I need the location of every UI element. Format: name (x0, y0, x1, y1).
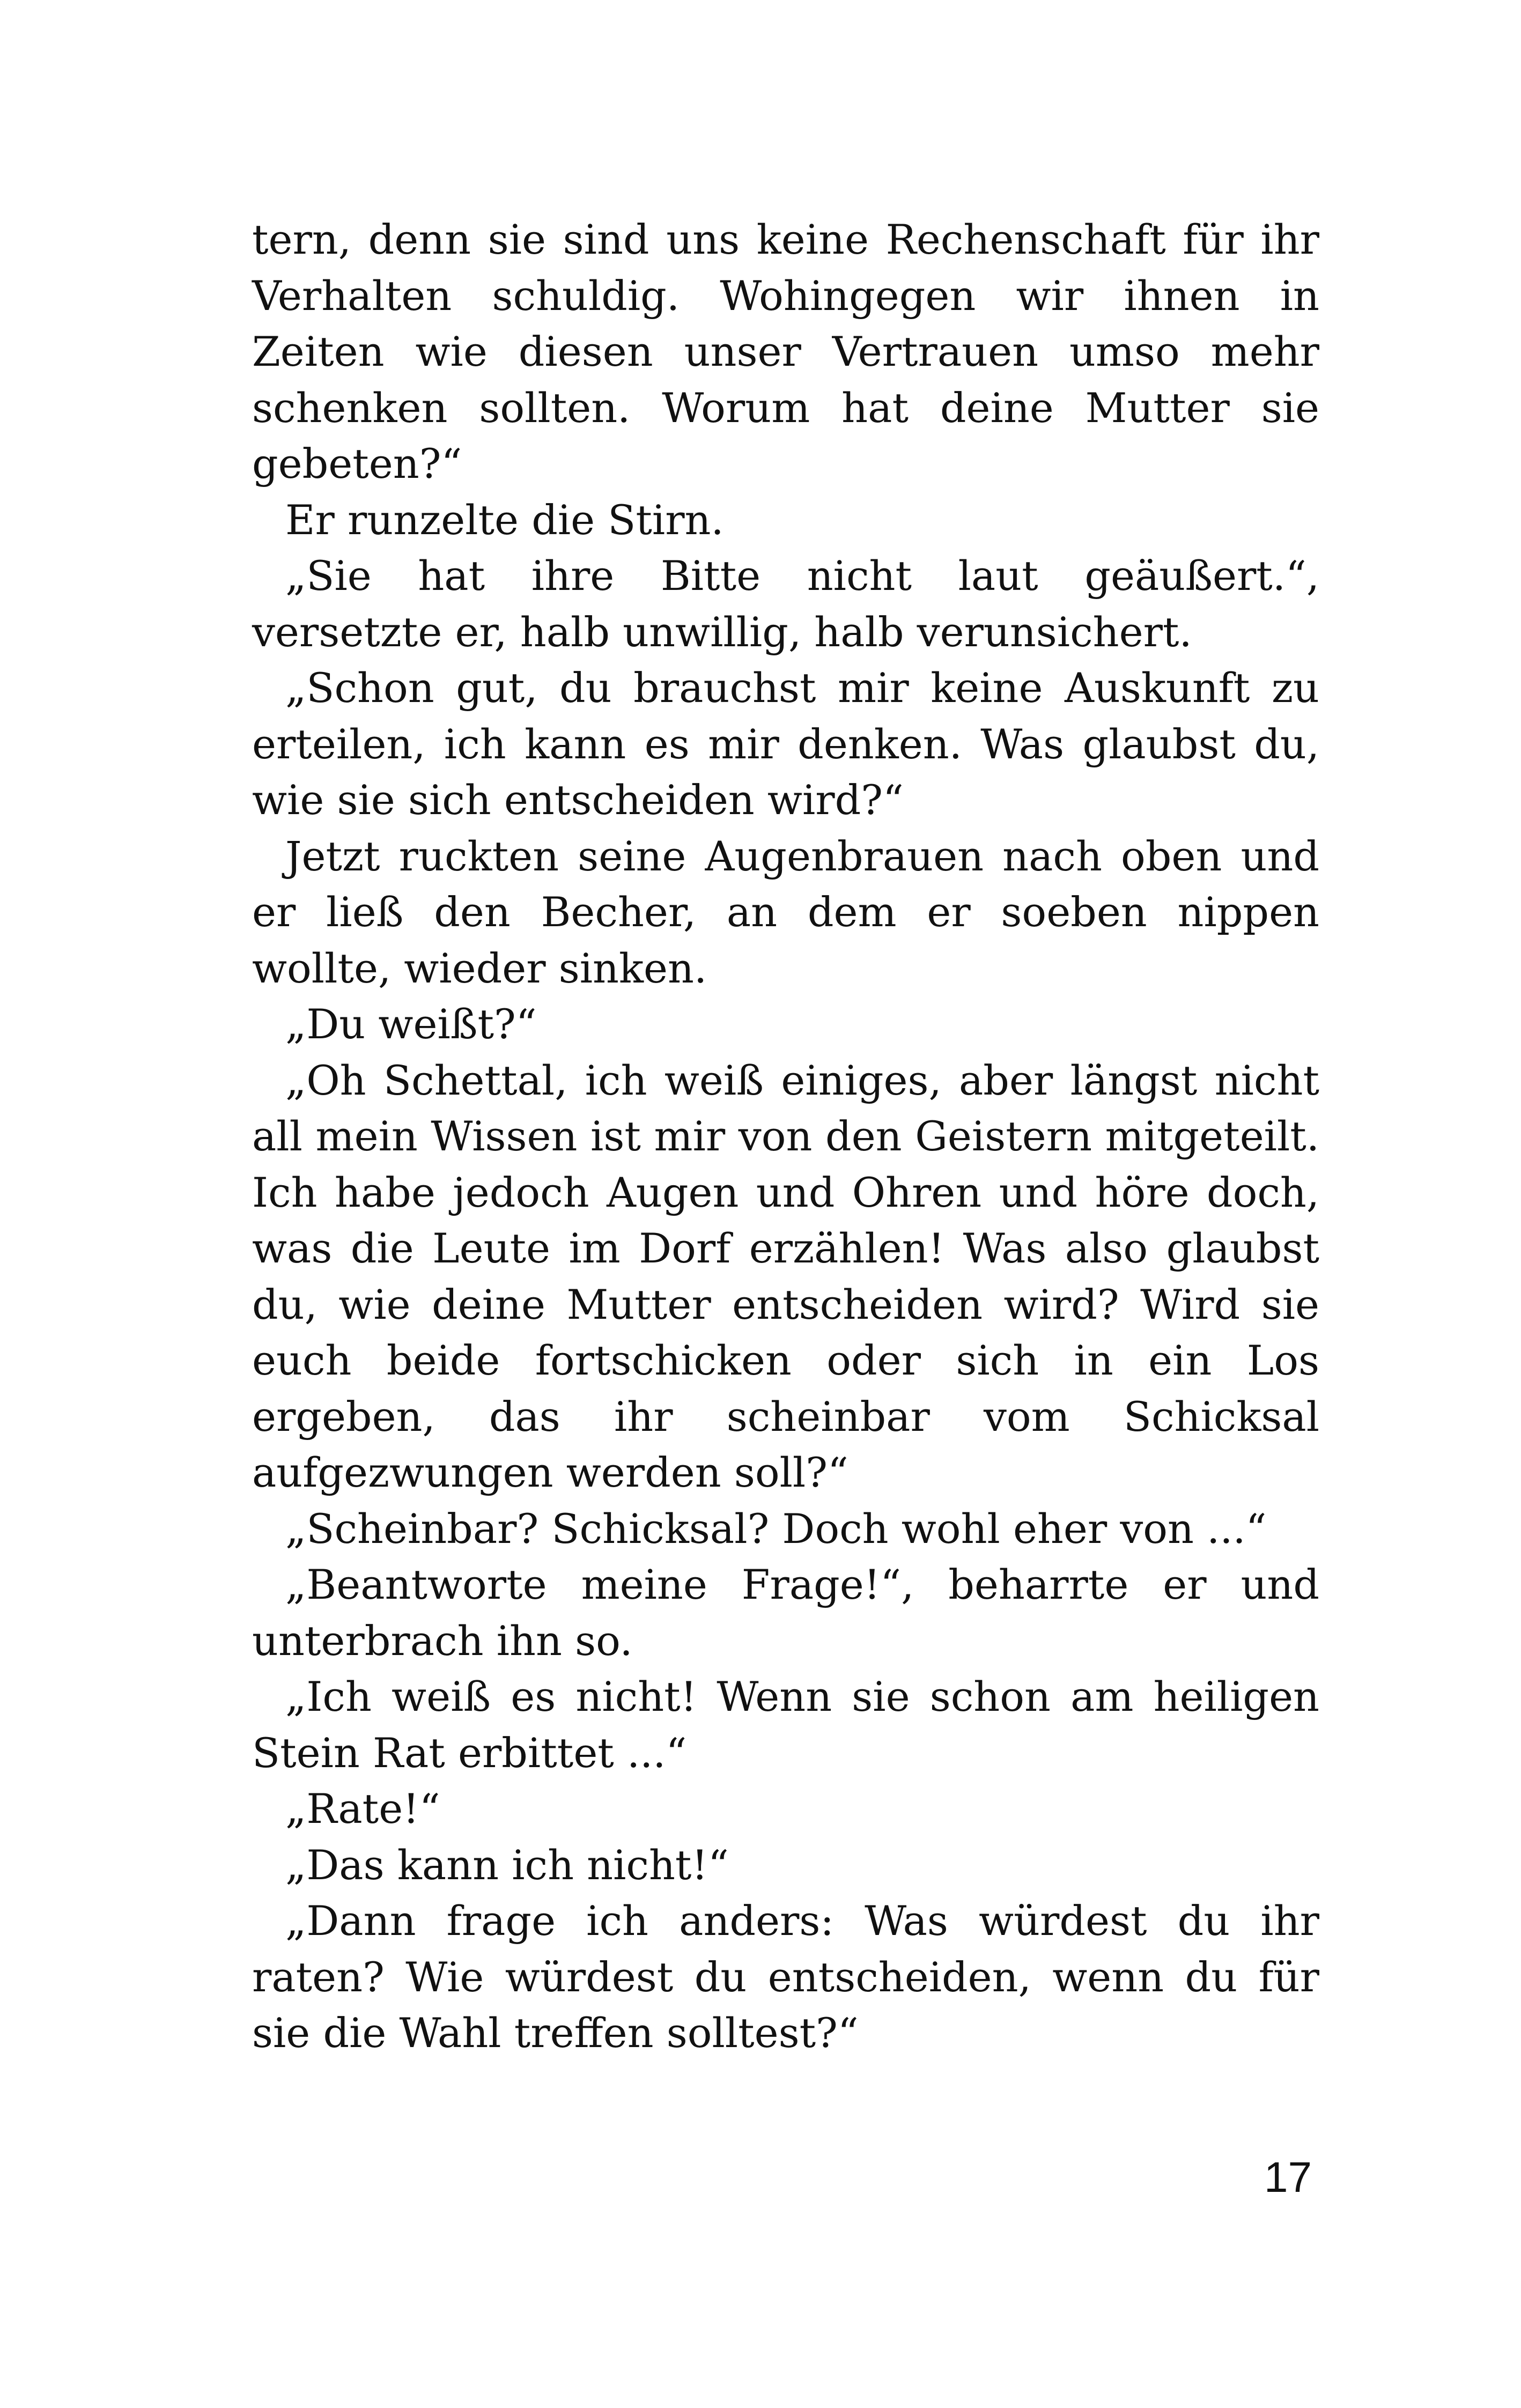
paragraph: „Das kann ich nicht!“ (285, 1841, 729, 1889)
paragraph: tern, denn sie sind uns keine Rechenschaft für ihr Verhalten schuldig. Wohingegen wir ihnen in Zeiten wie diesen unser Vertrauen umso mehr schenken sollten. Worum hat deine Mutter sie gebeten?“ (252, 216, 1319, 487)
paragraph: „Du weißt?“ (285, 1000, 537, 1048)
paragraph: „Beantworte meine Frage!“, beharrte er und unterbrach ihn so. (252, 1561, 1319, 1665)
paragraph: Er runzelte die Stirn. (285, 496, 724, 544)
paragraph: „Dann frage ich anders: Was würdest du ihr raten? Wie würdest du entscheiden, wenn du für sie die Wahl treffen solltest?“ (252, 1897, 1319, 2057)
paragraph: „Scheinbar? Schicksal? Doch wohl eher von ...“ (285, 1504, 1267, 1553)
body-text (252, 212, 1319, 2062)
page-number: 17 (1264, 2153, 1312, 2201)
paragraph: „Ich weiß es nicht! Wenn sie schon am heiligen Stein Rat erbittet ...“ (252, 1673, 1319, 1777)
paragraph: „Sie hat ihre Bitte nicht laut geäußert.“, versetzte er, halb unwillig, halb verunsichert. (252, 552, 1319, 656)
paragraph: „Rate!“ (285, 1785, 440, 1833)
paragraph: Jetzt ruckten seine Augenbrauen nach oben und er ließ den Becher, an dem er soeben nippen wollte, wieder sinken. (252, 832, 1319, 992)
paragraph: „Oh Schettal, ich weiß einiges, aber längst nicht all mein Wissen ist mir von den Geistern mitgeteilt. Ich habe jedoch Augen und Ohren und höre doch, was die Leute im Dorf erzählen! Was also glaubst du, wie deine Mutter entscheiden wird? Wird sie euch beide fortschicken oder sich in ein Los ergeben, das ihr scheinbar vom Schicksal aufgezwungen werden soll?“ (252, 1056, 1319, 1496)
paragraph: „Schon gut, du brauchst mir keine Auskunft zu erteilen, ich kann es mir denken. Was glaubst du, wie sie sich entscheiden wird?“ (252, 664, 1319, 824)
